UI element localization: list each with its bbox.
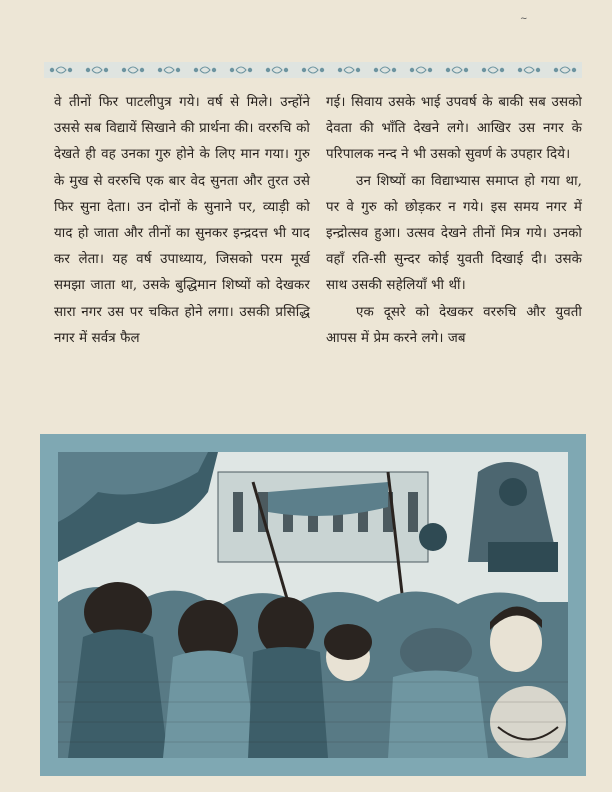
paragraph: एक दूसरे को देखकर वररुचि और युवती आपस में प्रेम करने लगे। जब [326, 304, 582, 346]
paragraph: वे तीनों फिर पाटलीपुत्र गये। वर्ष से मिले। उन्होंने उससे सब विद्यायें सिखाने की प्रार्थना की। वररुचि को देखते ही वह उनका गुरु होने के लिए मान गया। गुरु के मुख से वररुचि एक बार वेद सुनता और तुरत उसे फिर सुना देता। उन दोनों के सुनाने पर, व्याड़ी को याद हो जाता और तीनों का सुनकर इन्द्रदत्त भी याद कर लेता। यह वर्ष उपाध्याय, जिसको परम मूर्ख समझा जाता था, उसके बुद्धिमान शिष्यों को देखकर सारा नगर उस पर चकित होने लगा। उसकी प्रसिद्धि नगर में सर्वत्र फैल [54, 95, 310, 346]
illustration-art [58, 452, 568, 758]
page-corner-mark: ~ [520, 14, 528, 24]
right-column [326, 90, 582, 420]
paragraph: गई। सिवाय उसके भाई उपवर्ष के बाकी सब उसको देवता की भाँति देखने लगे। आखिर उस नगर के परिपालक नन्द ने भी उसको सुवर्ण के उपहार दिये। [326, 95, 582, 163]
paragraph: उन शिष्यों का विद्याभ्यास समाप्त हो गया था, पर वे गुरु को छोड़कर न गये। इस समय नगर में इन्द्रोत्सव हुआ। उत्सव देखने तीनों मित्र गये। उनको वहाँ रति-सी सुन्दर कोई युवती दिखाई दी। उसके साथ उसकी सहेलियाँ भी थीं। [326, 173, 582, 294]
left-column [54, 90, 310, 420]
story-text [54, 90, 582, 420]
festival-illustration [40, 434, 586, 776]
ornament-border [44, 62, 582, 78]
